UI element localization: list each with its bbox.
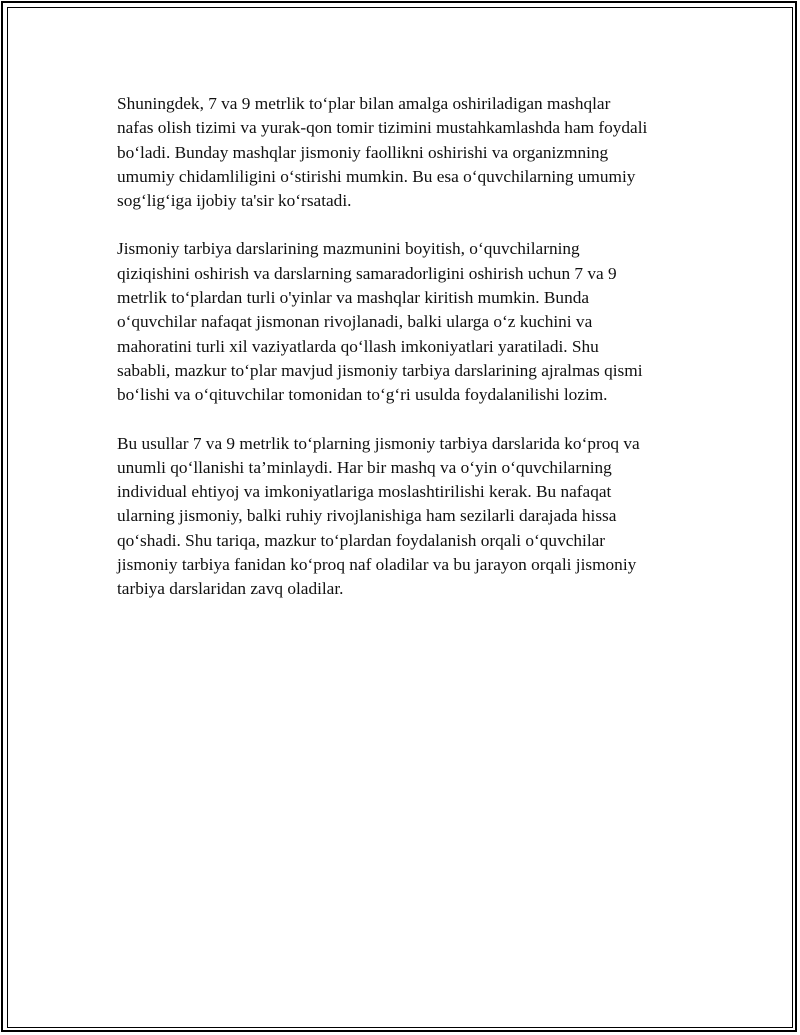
paragraph-3: Bu usullar 7 va 9 metrlik to‘plarning jismoniy tarbiya darslarida ko‘proq va unumli qo‘llanishi ta’minlaydi. Har bir mashq va o‘yin o‘quvchilarning individual ehtiyoj va imkoniyatlariga moslashtirilishi kerak. Bu nafaqat ularning jismoniy, balki ruhiy rivojlanishiga ham sezilarli darajada hissa qo‘shadi. Shu tariqa, mazkur to‘plardan foydalanish orqali o‘quvchilar jismoniy tarbiya fanidan ko‘proq naf oladilar va bu jarayon orqali jismoniy tarbiya darslaridan zavq oladilar. bbox=[117, 433, 640, 599]
paragraph-1: Shuningdek, 7 va 9 metrlik to‘plar bilan amalga oshiriladigan mashqlar nafas olish tizimi va yurak-qon tomir tizimini mustahkamlashda ham foydali bo‘ladi. Bunday mashqlar jismoniy faollikni oshirishi va organizmning umumiy chidamliligini o‘stirishi mumkin. Bu esa o‘quvchilarning umumiy sog‘lig‘iga ijobiy ta'sir ko‘rsatadi. bbox=[117, 94, 648, 211]
document-body bbox=[117, 92, 692, 626]
paragraph-2: Jismoniy tarbiya darslarining mazmunini boyitish, o‘quvchilarning qiziqishini oshirish va darslarning samaradorligini oshirish uchun 7 va 9 metrlik to‘plardan turli o'yinlar va mashqlar kiritish mumkin. Bunda o‘quvchilar nafaqat jismonan rivojlanadi, balki ularga o‘z kuchini va mahoratini turli xil vaziyatlarda qo‘llash imkoniyatlari yaratiladi. Shu sababli, mazkur to‘plar mavjud jismoniy tarbiya darslarining ajralmas qismi bo‘lishi va o‘qituvchilar tomonidan to‘g‘ri usulda foydalanilishi lozim. bbox=[117, 239, 643, 405]
